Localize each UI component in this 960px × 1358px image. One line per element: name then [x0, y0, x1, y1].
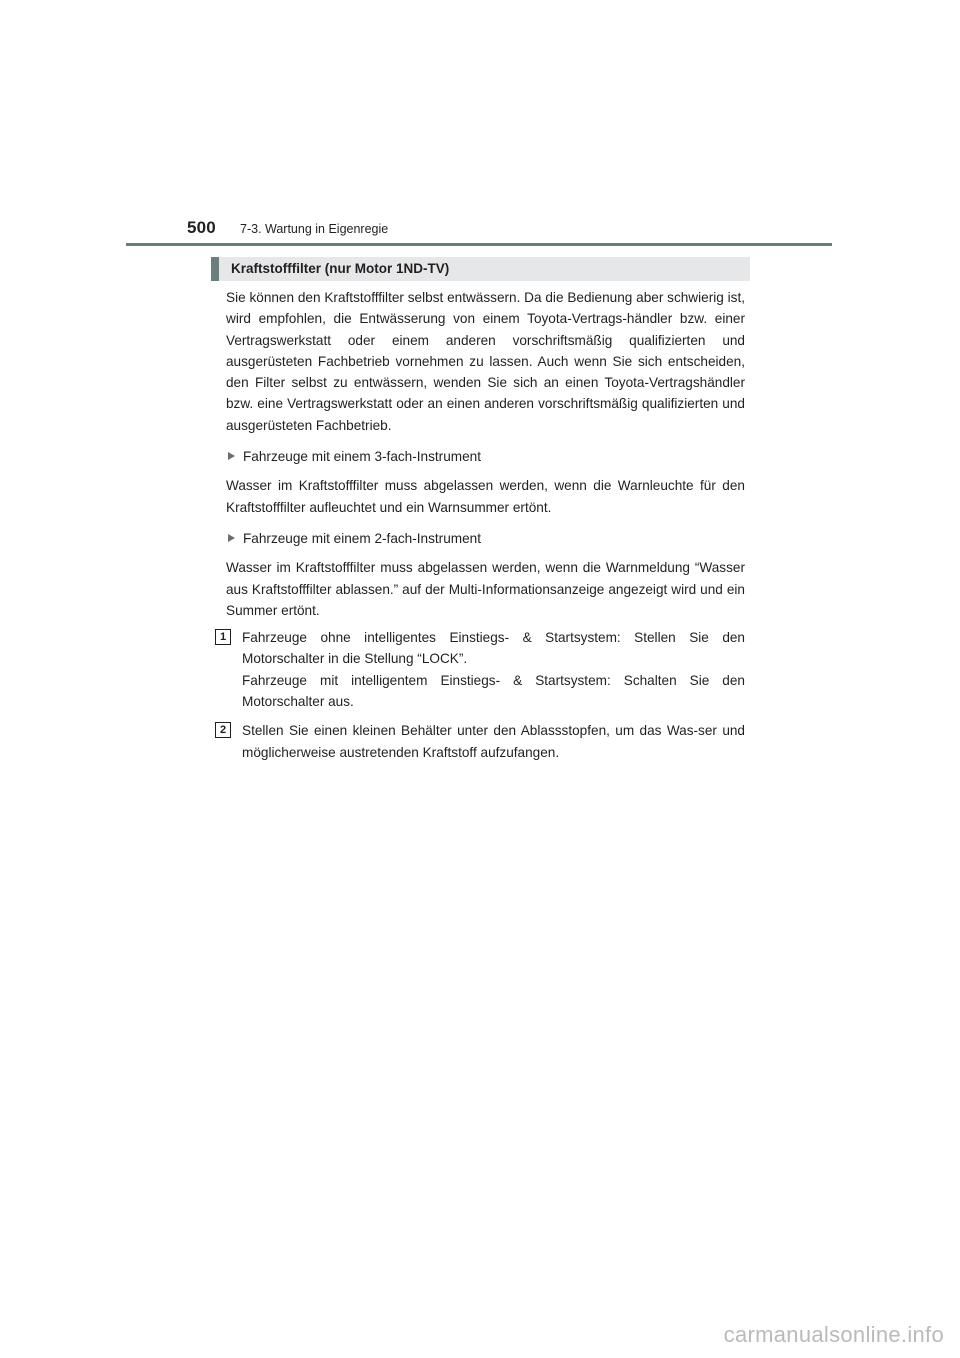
step-text: Stellen Sie einen kleinen Behälter unter den Ablassstopfen, um das Was-ser und möglicherweise austretenden Kraftstoff aufzufangen.	[242, 723, 745, 760]
step-item	[219, 720, 745, 763]
content	[219, 287, 745, 771]
step-number-badge: 2	[215, 722, 231, 738]
section-heading	[211, 257, 750, 281]
section-heading-text: Kraftstofffilter (nur Motor 1ND-TV)	[231, 261, 450, 276]
page-number: 500	[187, 218, 216, 237]
step-text: Fahrzeuge ohne intelligentes Einstiegs- & Startsystem: Stellen Sie den Motorschalter in die Stellung “LOCK”.	[242, 630, 745, 667]
bullet-item	[226, 528, 745, 549]
bullet-body-text: Wasser im Kraftstofffilter muss abgelassen werden, wenn die Warnleuchte für den Kraftstofffilter aufleuchtet und ein Warnsummer ertönt.	[226, 478, 745, 515]
bullet-label: Fahrzeuge mit einem 2-fach-Instrument	[243, 530, 481, 546]
triangle-bullet-icon	[228, 534, 235, 542]
step-text: Fahrzeuge mit intelligentem Einstiegs- & Startsystem: Schalten Sie den Motorschalter aus.	[242, 672, 745, 710]
step-item	[219, 627, 745, 712]
intro-paragraph: Sie können den Kraftstofffilter selbst entwässern. Da die Bedienung aber schwierig ist, wird empfohlen, die Entwässerung von einem Toyota-Vertrags-händler bzw. einer Vertragswerkstatt oder einem anderen vorschriftsmäßig qualifizierten und ausgerüsteten Fachbetrieb vornehmen zu lassen. Auch wenn Sie sich entscheiden, den Filter selbst zu entwässern, wenden Sie sich an einen Toyota-Vertragshändler bzw. eine Vertragswerkstatt oder an einen anderen vorschriftsmäßig qualifizierten und ausgerüsteten Fachbetrieb.	[226, 290, 745, 433]
bullet-body-text: Wasser im Kraftstofffilter muss abgelassen werden, wenn die Warnmeldung “Wasser aus Kraftstofffilter ablassen.” auf der Multi-Informationsanzeige angezeigt wird und ein Summer ertönt.	[226, 560, 745, 618]
section-label: 7-3. Wartung in Eigenregie	[240, 222, 389, 236]
step-number-badge: 1	[215, 629, 231, 645]
bullet-label: Fahrzeuge mit einem 3-fach-Instrument	[243, 449, 481, 465]
bullet-item	[226, 446, 745, 467]
header-rule	[126, 243, 832, 246]
watermark: carmanualsonline.info	[723, 1322, 944, 1347]
triangle-bullet-icon	[228, 452, 235, 460]
